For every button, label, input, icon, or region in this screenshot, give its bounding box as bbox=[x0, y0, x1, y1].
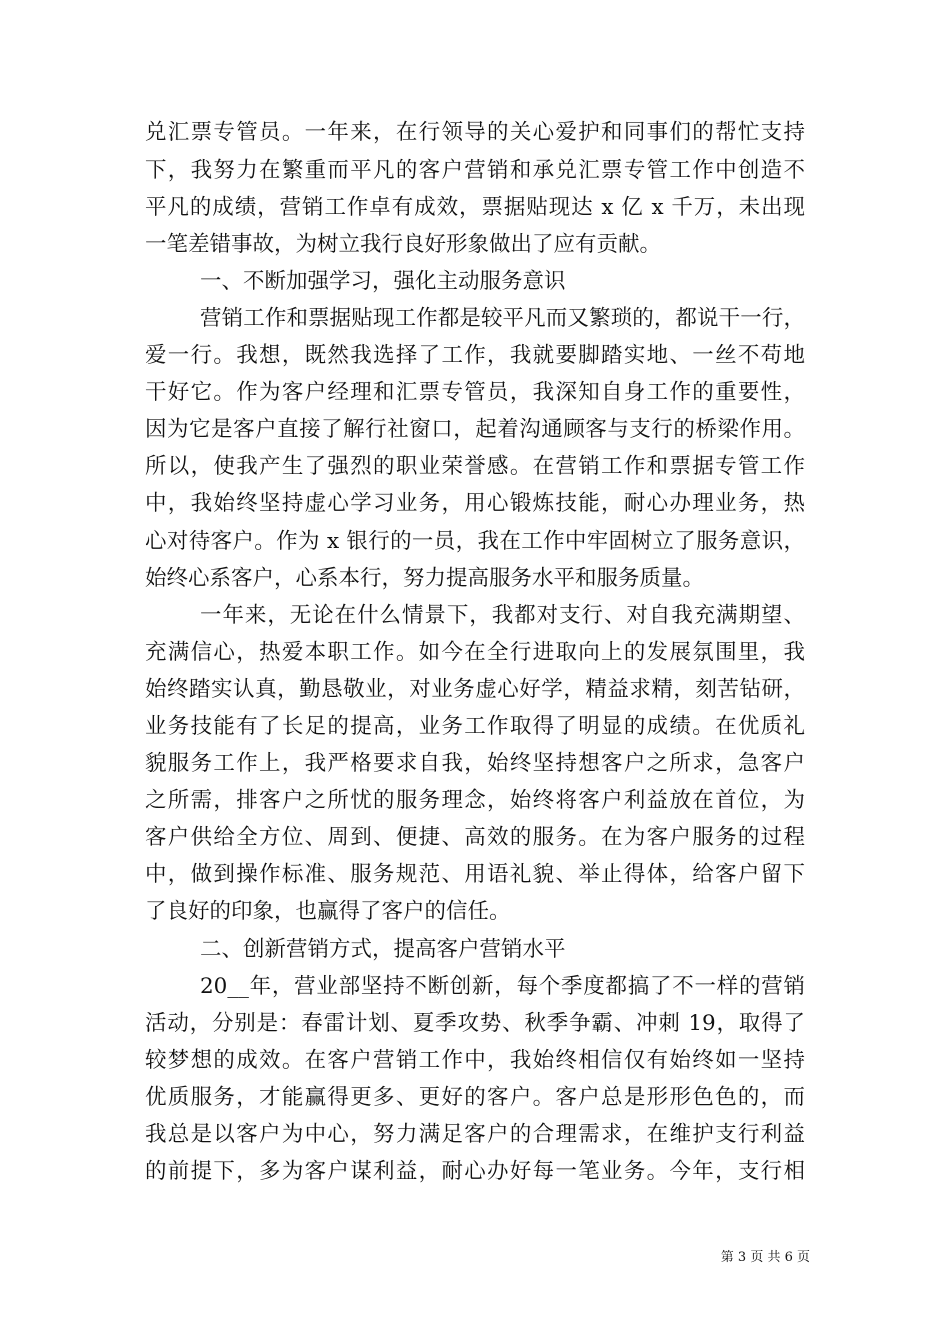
text-line: 中，做到操作标准、服务规范、用语礼貌、举止得体，给客户留下 bbox=[145, 862, 805, 887]
text-line: 充满信心，热爱本职工作。如今在全行进取向上的发展氛围里，我 bbox=[145, 640, 805, 665]
text-line: 活动，分别是：春雷计划、夏季攻势、秋季争霸、冲刺 19，取得了 bbox=[145, 1011, 805, 1036]
text-line: 貌服务工作上，我严格要求自我，始终坚持想客户之所求，急客户 bbox=[145, 751, 805, 776]
text-line: 干好它。作为客户经理和汇票专管员，我深知自身工作的重要性， bbox=[145, 380, 805, 405]
text-line: 客户供给全方位、周到、便捷、高效的服务。在为客户服务的过程 bbox=[145, 825, 805, 850]
section-heading: 二、创新营销方式，提高客户营销水平 bbox=[200, 937, 566, 962]
text-line: 一笔差错事故，为树立我行良好形象做出了应有贡献。 bbox=[145, 232, 662, 257]
text-line: 始终踏实认真，勤恳敬业，对业务虚心好学，精益求精，刻苦钻研， bbox=[145, 677, 805, 702]
text-line: 业务技能有了长足的提高，业务工作取得了明显的成绩。在优质礼 bbox=[145, 714, 805, 739]
page-number: 第 3 页 共 6 页 bbox=[720, 1250, 810, 1265]
text-line: 优质服务，才能赢得更多、更好的客户。客户总是形形色色的，而 bbox=[145, 1085, 805, 1110]
text-line: 营销工作和票据贴现工作都是较平凡而又繁琐的，都说干一行， bbox=[200, 306, 805, 331]
text-line: 我总是以客户为中心，努力满足客户的合理需求，在维护支行利益 bbox=[145, 1122, 805, 1147]
text-line: 因为它是客户直接了解行社窗口，起着沟通顾客与支行的桥梁作用。 bbox=[145, 417, 805, 442]
text-line: 始终心系客户，心系本行，努力提高服务水平和服务质量。 bbox=[145, 566, 705, 591]
text-line: 爱一行。我想，既然我选择了工作，我就要脚踏实地、一丝不苟地 bbox=[145, 343, 805, 368]
text-line: 了良好的印象，也赢得了客户的信任。 bbox=[145, 899, 511, 924]
text-line: 所以，使我产生了强烈的职业荣誉感。在营销工作和票据专管工作 bbox=[145, 454, 805, 479]
section-heading: 一、不断加强学习，强化主动服务意识 bbox=[200, 269, 566, 294]
text-line: 兑汇票专管员。一年来，在行领导的关心爱护和同事们的帮忙支持 bbox=[145, 120, 805, 145]
text-line: 之所需，排客户之所忧的服务理念，始终将客户利益放在首位，为 bbox=[145, 788, 805, 813]
text-line: 一年来，无论在什么情景下，我都对支行、对自我充满期望、 bbox=[200, 603, 805, 628]
text-line: 平凡的成绩，营销工作卓有成效，票据贴现达 x 亿 x 千万，未出现 bbox=[145, 195, 805, 220]
text-line: 心对待客户。作为 x 银行的一员，我在工作中牢固树立了服务意识， bbox=[145, 529, 805, 554]
text-line: 下，我努力在繁重而平凡的客户营销和承兑汇票专管工作中创造不 bbox=[145, 158, 805, 183]
text-line: 的前提下，多为客户谋利益，耐心办好每一笔业务。今年，支行相 bbox=[145, 1159, 805, 1184]
text-line: 20__年，营业部坚持不断创新，每个季度都搞了不一样的营销 bbox=[200, 974, 805, 999]
text-line: 较梦想的成效。在客户营销工作中，我始终相信仅有始终如一坚持 bbox=[145, 1048, 805, 1073]
text-line: 中，我始终坚持虚心学习业务，用心锻炼技能，耐心办理业务，热 bbox=[145, 491, 805, 516]
